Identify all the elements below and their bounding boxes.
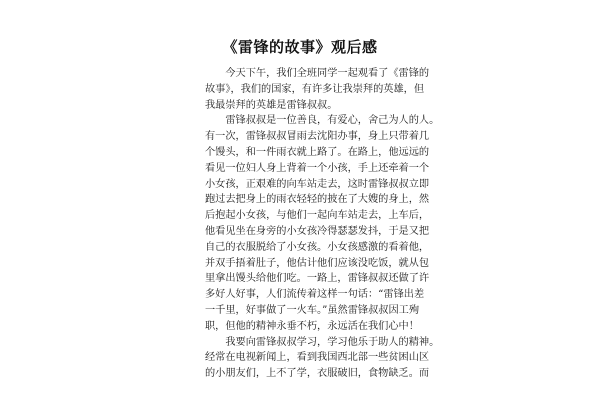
body-text-line: 雷锋叔叔是一位善良，有爱心，舍己为人的人。	[205, 115, 440, 127]
body-text-line: 有一次，雷锋叔叔冒雨去沈阳办事，身上只带着几	[205, 131, 430, 143]
body-text-line: 多好人好事，人们流传着这样一句话：“雷锋出差	[205, 289, 425, 301]
body-text-line: 个馒头，和一件雨衣就上路了。在路上，他远远的	[205, 146, 430, 158]
body-text-line: 自己的衣服脱给了小女孩。小女孩感激的看着他，	[205, 241, 430, 253]
document-title: 《雷锋的故事》观后感	[222, 38, 378, 56]
body-text-line: 他看见坐在身旁的小女孩冷得瑟瑟发抖，于是又把	[205, 225, 430, 237]
body-text-line: 一千里，好事做了一火车。”虽然雷锋叔叔因工殉	[205, 304, 420, 316]
body-text-line: 故事》，我们的国家，有许多让我崇拜的英雄，但	[205, 83, 425, 95]
body-text-line: 经常在电视新闻上，看到我国西北部一些贫困山区	[205, 352, 430, 364]
body-text-line: 并双手捂着肚子，他估计他们应该没吃饭，就从包	[205, 257, 430, 269]
body-text-line: 我最崇拜的英雄是雷锋叔叔。	[205, 99, 338, 111]
body-text-line: 后抱起小女孩，与他们一起向车站走去，上车后，	[205, 210, 430, 222]
body-text-line: 职，但他的精神永垂不朽，永远活在我们心中！	[205, 320, 419, 332]
body-text-line: 的小朋友们，上不了学，衣服破旧，食物缺乏。而	[205, 368, 430, 380]
body-text-line: 今天下午，我们全班同学一起观看了《雷锋的	[205, 68, 430, 79]
body-text-line: 我要向雷锋叔叔学习，学习他乐于助人的精神。	[205, 336, 440, 348]
body-text-line: 跑过去把身上的雨衣轻轻的披在了大嫂的身上，然	[205, 194, 430, 206]
body-text-line: 小女孩，正艰难的向车站走去，这时雷锋叔叔立即	[205, 178, 430, 190]
document-body	[205, 66, 440, 382]
body-text-line: 里拿出馒头给他们吃。一路上，雷锋叔叔还做了许	[205, 273, 430, 285]
body-text-line: 看见一位妇人身上背着一个小孩，手上还牵着一个	[205, 162, 430, 174]
